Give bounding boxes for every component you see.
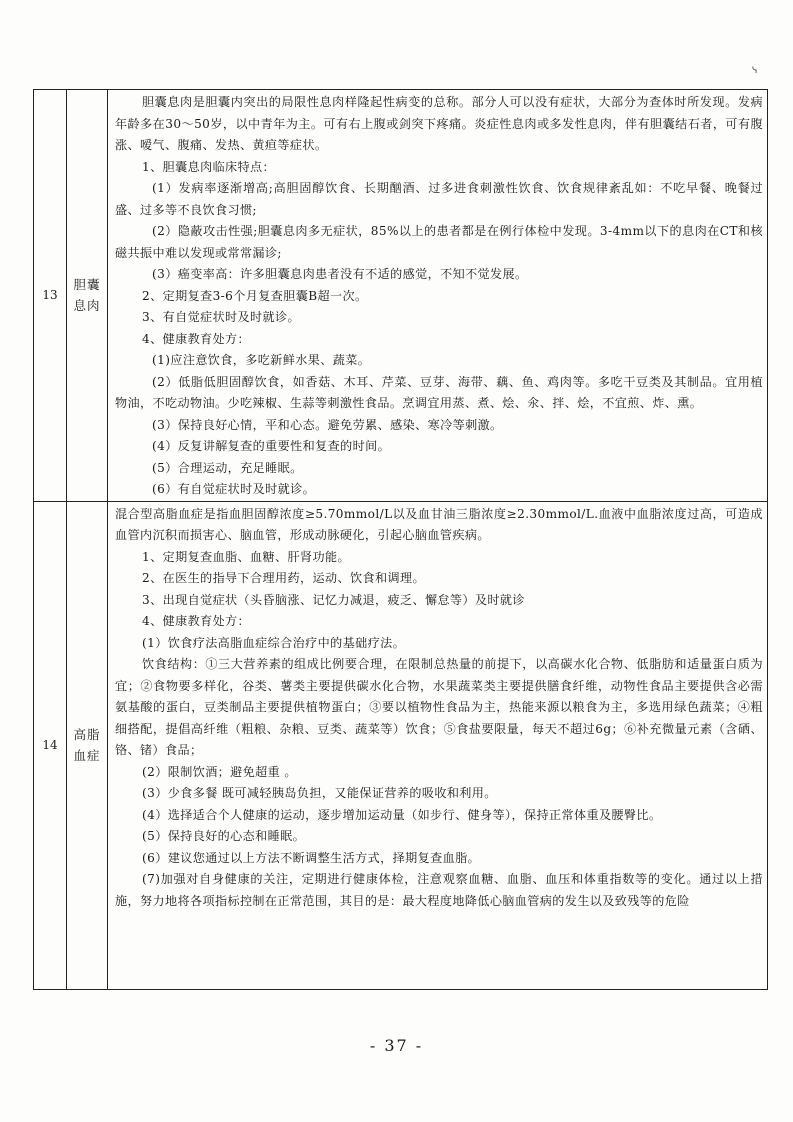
corner-mark: ᓭ (752, 66, 758, 76)
health-education-table (33, 89, 768, 990)
paragraph: 混合型高脂血症是指血胆固醇浓度≥5.70mmol/L以及血甘油三脂浓度≥2.30mmol/L.血液中血脂浓度过高，可造成血管内沉积而损害心、脑血管，形成动脉硬化，引起心脑血管疾病。 (115, 506, 763, 542)
paragraph: 3、有自觉症状时及时就诊。 (142, 310, 301, 324)
paragraph: (2）隐蔽攻击性强;胆囊息肉多无症状，85%以上的患者都是在例行体检中发现。3-4mm以下的息肉在CT和核磁共振中难以发现或常常漏诊; (115, 224, 763, 260)
paragraph: 1、胆囊息肉临床特点： (142, 159, 276, 174)
paragraph: (2）限制饮酒；避免超重 。 (142, 764, 297, 779)
disease-name (67, 90, 108, 502)
paragraph: (1）发病率逐渐增高;高胆固醇饮食、长期酗酒、过多进食刺激性饮食、饮食规律紊乱如：不吃早餐、晚餐过盛、过多等不良饮食习惯; (115, 181, 763, 217)
disease-name-line: 胆囊 (73, 277, 101, 293)
disease-name-line: 血症 (73, 748, 101, 763)
paragraph-list (115, 92, 763, 501)
row-number: 14 (34, 501, 67, 989)
paragraph: 1、定期复查血脂、血糖、肝肾功能。 (142, 549, 350, 564)
paragraph: 2、定期复查3-6个月复查胆囊B超一次。 (142, 288, 368, 303)
disease-name-line: 息肉 (73, 298, 101, 314)
paragraph: (6）建议您通过以上方法不断调整生活方式，择期复查血脂。 (142, 850, 481, 865)
disease-description (108, 90, 768, 502)
table-row (34, 90, 768, 502)
paragraph: (5）合理运动，充足睡眠。 (152, 460, 303, 475)
paragraph: (1)应注意饮食，多吃新鲜水果、蔬菜。 (152, 353, 371, 367)
paragraph: (3）少食多餐 既可减轻胰岛负担，又能保证营养的吸收和利用。 (142, 786, 497, 800)
paragraph: (5）保持良好的心态和睡眠。 (142, 829, 306, 843)
paragraph: (2）低脂低胆固醇饮食，如香菇、木耳、芹菜、豆芽、海带、藕、鱼、鸡肉等。多吃干豆类及其制品。宜用植物油，不吃动物油。少吃辣椒、生蒜等刺激性食品。烹调宜用蒸、煮、烩、氽、拌、烩，不宜煎、炸、熏。 (115, 374, 763, 410)
paragraph: 4、健康教育处方： (142, 614, 251, 628)
paragraph-list (115, 504, 763, 913)
disease-name (67, 501, 108, 989)
paragraph: (1）饮食疗法高脂血症综合治疗中的基础疗法。 (142, 635, 406, 650)
disease-description (108, 501, 768, 989)
paragraph: (7)加强对自身健康的关注，定期进行健康体检，注意观察血糖、血脂、血压和体重指数等的变化。通过以上措施，努力地将各项指标控制在正常范围，其目的是：最大程度地降低心脑血管病的发生以及致残等的危险 (115, 872, 763, 908)
paragraph: (3）保持良好心情，平和心态。避免劳累、感染、寒冷等刺激。 (152, 417, 503, 432)
paragraph: (4）选择适合个人健康的运动，逐步增加运动量（如步行、健身等），保持正常体重及腰臀比。 (142, 807, 662, 822)
paragraph: (3）癌变率高：许多胆囊息肉患者没有不适的感觉，不知不觉发展。 (152, 267, 528, 281)
paragraph: (6）有自觉症状时及时就诊。 (152, 482, 316, 496)
paragraph: 2、在医生的指导下合理用药，运动、饮食和调理。 (142, 571, 425, 585)
paragraph: 3、出现自觉症状（头昏脑涨、记忆力减退，疲乏、懈怠等）及时就诊 (142, 592, 525, 607)
paragraph: 4、健康教育处方： (142, 331, 251, 346)
paragraph: (4）反复讲解复查的重要性和复查的时间。 (152, 439, 391, 453)
disease-name-line: 高脂 (73, 727, 101, 742)
page-number: - 37 - (369, 1036, 424, 1055)
paragraph: 饮食结构：①三大营养素的组成比例要合理，在限制总热量的前提下，以高碳水化合物、低脂肪和适量蛋白质为宜；②食物要多样化，谷类、薯类主要提供碳水化合物，水果蔬菜类主要提供膳食纤维，动物性食品主要提供含必需氨基酸的蛋白，豆类制品主要提供植物蛋白；③要以植物性食品为主，热能来源以粮食为主，多选用绿色蔬菜；④粗细搭配，提倡高纤维（粗粮、杂粮、豆类、蔬菜等）饮食；⑤食盐要限量，每天不超过6g；⑥补充微量元素（含硒、铬、锗）食品； (115, 657, 763, 757)
table-row (34, 501, 768, 989)
paragraph: 胆囊息肉是胆囊内突出的局限性息肉样隆起性病变的总称。部分人可以没有症状，大部分为查体时所发现。发病年龄多在30～50岁，以中青年为主。可有右上腹或剑突下疼痛。炎症性息肉或多发性息肉，伴有胆囊结石者，可有腹涨、嗳气、腹痛、发热、黄疸等症状。 (115, 95, 763, 152)
row-number: 13 (34, 90, 67, 502)
